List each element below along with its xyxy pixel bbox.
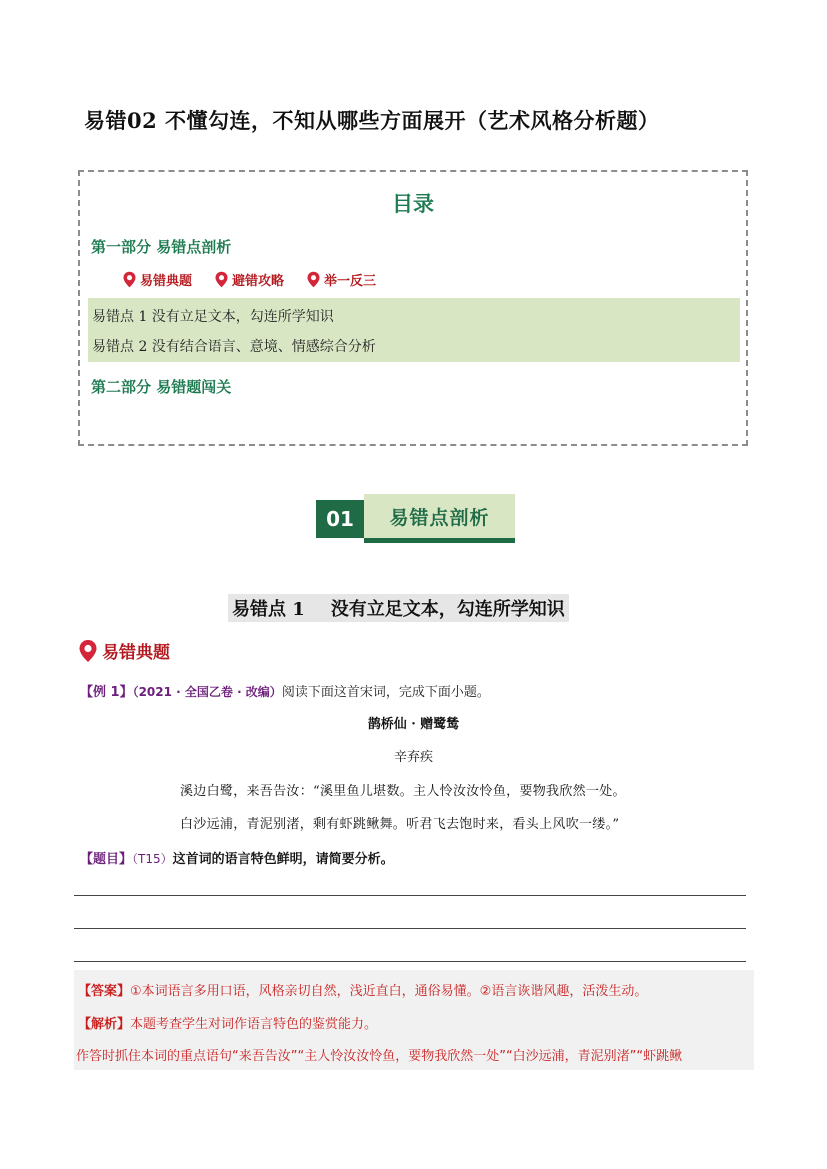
point-heading (228, 594, 569, 622)
toc-sub-typical-label: 易错典题 (140, 274, 193, 289)
table-of-contents (78, 170, 748, 446)
example-intro (80, 681, 490, 700)
toc-sub-practice[interactable] (306, 270, 376, 289)
question (80, 848, 394, 867)
page-title: 易错02 不懂勾连，不知从哪些方面展开（艺术风格分析题） (84, 108, 660, 133)
toc-sub-strategy-label: 避错攻略 (232, 274, 285, 289)
toc-sub-practice-label: 举一反三 (324, 274, 377, 289)
question-text: 这首词的语言特色鲜明，请简要分析。 (172, 852, 394, 867)
location-pin-icon (122, 271, 137, 288)
point-heading-text: 没有立足文本，勾连所学知识 (330, 599, 565, 620)
poem-author: 辛弃疾 (393, 750, 433, 765)
analysis-text: 本题考查学生对词作语言特色的鉴赏能力。 (130, 1017, 378, 1032)
answer-blank-line[interactable] (74, 961, 746, 962)
location-pin-icon (306, 271, 321, 288)
example-tag: 【例 1】 (80, 685, 133, 700)
location-pin-icon (78, 639, 98, 663)
answer-row (78, 980, 647, 999)
answer-box (74, 970, 754, 1070)
analysis-tag: 【解析】 (78, 1017, 131, 1032)
question-source: （T15） (132, 852, 173, 866)
toc-part1-link[interactable]: 第一部分 易错点剖析 (91, 238, 232, 256)
answer-blank-line[interactable] (74, 895, 746, 896)
typical-heading (78, 638, 170, 663)
toc-heading: 目录 (392, 192, 434, 216)
answer-tag: 【答案】 (78, 984, 131, 999)
toc-point-1[interactable]: 易错点 1 没有立足文本，勾连所学知识 (92, 309, 334, 325)
example-text: 阅读下面这首宋词，完成下面小题。 (281, 685, 490, 700)
toc-part2-link[interactable]: 第二部分 易错题闯关 (91, 378, 232, 396)
toc-point-2[interactable]: 易错点 2 没有结合语言、意境、情感综合分析 (92, 339, 376, 355)
poem-line-2: 白沙远浦，青泥别渚，剩有虾跳鳅舞。听君飞去饱时来，看头上风吹一缕。” (180, 817, 620, 832)
typical-label: 易错典题 (102, 643, 170, 663)
poem-line-1: 溪边白鹭，来吾告汝：“溪里鱼儿堪数。主人怜汝汝怜鱼，要物我欣然一处。 (180, 784, 626, 799)
toc-sub-typical[interactable] (122, 270, 192, 289)
analysis-detail: 作答时抓住本词的重点语句“来吾告汝”“主人怜汝汝怜鱼，要物我欣然一处”“白沙远浦，青泥别渚”“虾跳鳅 (76, 1049, 683, 1064)
section-underline (364, 538, 515, 543)
toc-sub-strategy[interactable] (214, 270, 284, 289)
toc-sub-items (122, 270, 376, 289)
analysis-row (78, 1013, 377, 1032)
section-badge (316, 494, 515, 544)
example-source: （2021 · 全国乙卷 · 改编） (132, 685, 282, 699)
question-tag: 【题目】 (80, 852, 133, 867)
location-pin-icon (214, 271, 229, 288)
section-label: 易错点剖析 (364, 494, 515, 538)
point-heading-label: 易错点 1 (232, 599, 305, 620)
answer-text: ①本词语言多用口语，风格亲切自然，浅近直白，通俗易懂。②语言诙谐风趣，活泼生动。 (130, 984, 648, 999)
section-number: 01 (316, 500, 364, 538)
toc-points-band (88, 298, 740, 362)
poem-title: 鹊桥仙 · 赠鹭鸶 (367, 717, 460, 732)
answer-blank-line[interactable] (74, 928, 746, 929)
